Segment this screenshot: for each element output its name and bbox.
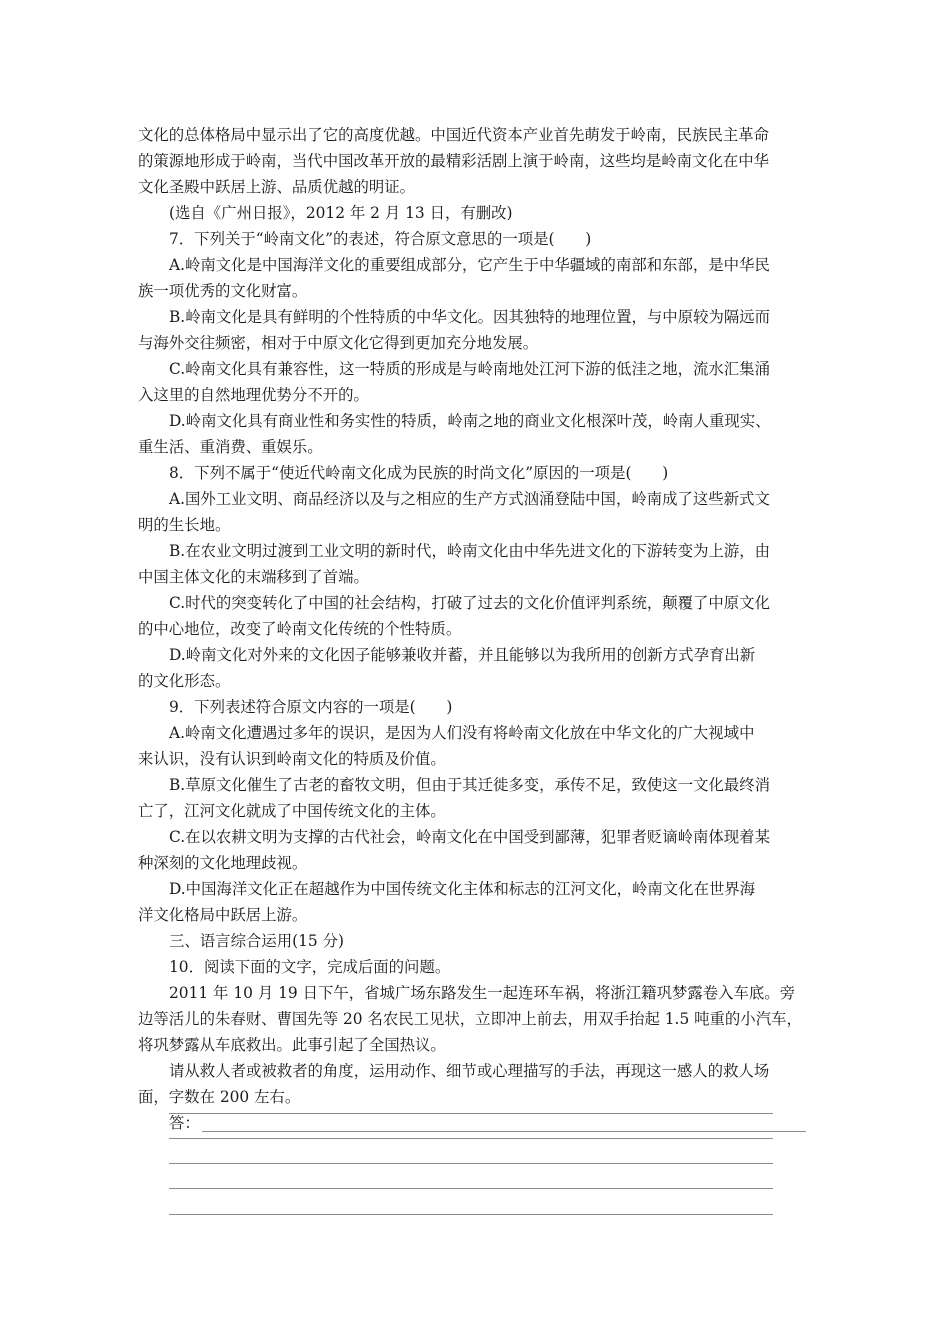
answer-line[interactable] [169,1214,773,1215]
q9-option-b-cont: 亡了，江河文化就成了中国传统文化的主体。 [138,802,446,820]
exam-page [138,122,816,1136]
q7-option-b-cont: 与海外交往频密，相对于中原文化它得到更加充分地发展。 [138,334,539,352]
q7-option-b: B.岭南文化是具有鲜明的个性特质的中华文化。因其独特的地理位置，与中原较为隔远而 [169,308,771,326]
answer-line[interactable] [169,1188,773,1189]
q8-option-b-cont: 中国主体文化的末端移到了首端。 [138,568,369,586]
question-9-stem: 9．下列表述符合原文内容的一项是( ) [169,698,453,716]
question-8-stem: 8．下列不属于“使近代岭南文化成为民族的时尚文化”原因的一项是( ) [169,464,669,482]
q7-option-c: C.岭南文化具有兼容性，这一特质的形成是与岭南地处江河下游的低洼之地，流水汇集涌 [169,360,770,378]
passage-line: 文化的总体格局中显示出了它的高度优越。中国近代资本产业首先萌发于岭南，民族民主革命 [138,126,770,144]
passage-line: 文化圣殿中跃居上游、品质优越的明证。 [138,178,416,196]
passage-line: 的策源地形成于岭南，当代中国改革开放的最精彩活剧上演于岭南，这些均是岭南文化在中华 [138,152,770,170]
question-10-stem: 10．阅读下面的文字，完成后面的问题。 [169,958,451,976]
q9-option-c-cont: 种深刻的文化地理歧视。 [138,854,308,872]
q10-material: 2011 年 10 月 19 日下午，省城广场东路发生一起连环车祸，将浙江籍巩梦露卷入车底。旁 [169,984,796,1002]
q10-material-cont: 将巩梦露从车底救出。此事引起了全国热议。 [138,1036,446,1054]
answer-line[interactable] [202,1131,806,1132]
q8-option-a: A.国外工业文明、商品经济以及与之相应的生产方式汹涌登陆中国，岭南成了这些新式文 [169,490,770,508]
q9-option-a: A.岭南文化遭遇过多年的误识，是因为人们没有将岭南文化放在中华文化的广大视域中 [169,724,755,742]
source-citation: (选自《广州日报》，2012 年 2 月 13 日，有删改) [169,204,513,222]
q10-task: 请从救人者或被救者的角度，运用动作、细节或心理描写的手法，再现这一感人的救人场 [169,1062,770,1080]
q7-option-a: A.岭南文化是中国海洋文化的重要组成部分，它产生于中华疆域的南部和东部，是中华民 [169,256,770,274]
section-heading: 三、语言综合运用(15 分) [169,932,345,950]
q8-option-d: D.岭南文化对外来的文化因子能够兼收并蓄，并且能够以为我所用的创新方式孕育出新 [169,646,756,664]
q7-option-d: D.岭南文化具有商业性和务实性的特质，岭南之地的商业文化根深叶茂，岭南人重现实、 [169,412,771,430]
q9-option-d: D.中国海洋文化正在超越作为中国传统文化主体和标志的江河文化，岭南文化在世界海 [169,880,756,898]
answer-line[interactable] [169,1163,773,1164]
q10-task-cont: 面，字数在 200 左右。 [138,1088,301,1106]
q9-option-d-cont: 洋文化格局中跃居上游。 [138,906,308,924]
q9-option-a-cont: 来认识，没有认识到岭南文化的特质及价值。 [138,750,446,768]
q7-option-a-cont: 族一项优秀的文化财富。 [138,282,308,300]
answer-label: 答： [169,1114,200,1132]
q8-option-c-cont: 的中心地位，改变了岭南文化传统的个性特质。 [138,620,462,638]
q8-option-d-cont: 的文化形态。 [138,672,231,690]
q8-option-a-cont: 明的生长地。 [138,516,231,534]
answer-line[interactable] [169,1113,773,1114]
q10-material-cont: 边等活儿的朱春财、曹国先等 20 名农民工见状，立即冲上前去，用双手抬起 1.5 吨重的小汽车， [138,1010,802,1028]
question-7-stem: 7．下列关于“岭南文化”的表述，符合原文意思的一项是( ) [169,230,592,248]
q9-option-c: C.在以农耕文明为支撑的古代社会，岭南文化在中国受到鄙薄，犯罪者贬谪岭南体现着某 [169,828,770,846]
q8-option-c: C.时代的突变转化了中国的社会结构，打破了过去的文化价值评判系统，颠覆了中原文化 [169,594,770,612]
q8-option-b: B.在农业文明过渡到工业文明的新时代，岭南文化由中华先进文化的下游转变为上游，由 [169,542,771,560]
q7-option-d-cont: 重生活、重消费、重娱乐。 [138,438,323,456]
q9-option-b: B.草原文化催生了古老的畜牧文明，但由于其迁徙多变，承传不足，致使这一文化最终消 [169,776,771,794]
answer-line[interactable] [169,1138,773,1139]
q7-option-c-cont: 入这里的自然地理优势分不开的。 [138,386,369,404]
